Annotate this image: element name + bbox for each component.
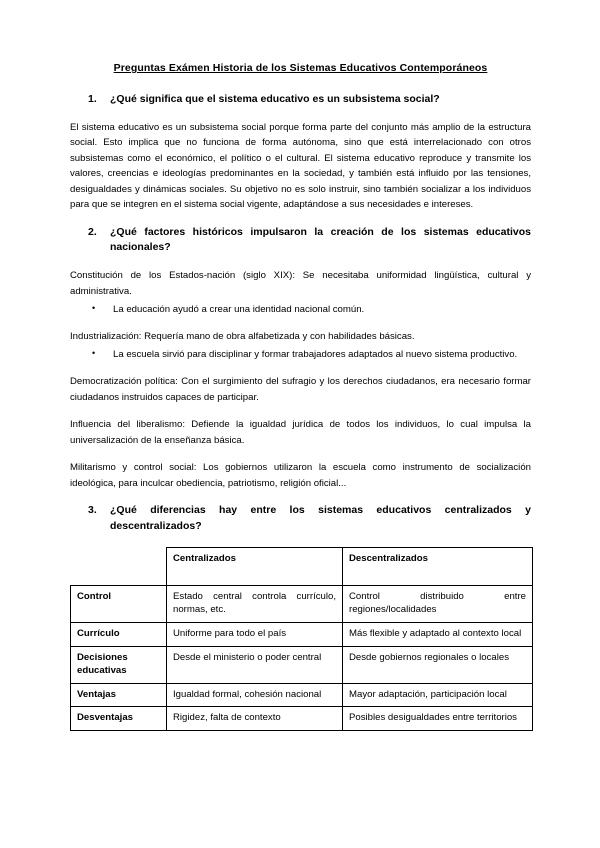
factor-lead-2: Industrialización: Requería mano de obra alfabetizada y con habilidades básicas. bbox=[70, 331, 415, 343]
factor-lead-5: Militarismo y control social: Los gobiernos utilizaron la escuela como instrumento de socialización ideológica, para inculcar obediencia, patriotismo, religión oficial... bbox=[70, 462, 531, 489]
table-row bbox=[71, 707, 533, 731]
cell-curriculo-centralizados: Uniforme para todo el país bbox=[167, 622, 343, 646]
question-heading-3 bbox=[70, 503, 531, 533]
cell-decisiones-descentralizados: Desde gobiernos regionales o locales bbox=[343, 646, 533, 683]
factor-bullets-2 bbox=[70, 347, 531, 363]
question-text-3: ¿Qué diferencias hay entre los sistemas educativos centralizados y descentralizados? bbox=[110, 504, 531, 532]
row-label-curriculo: Currículo bbox=[71, 622, 167, 646]
answer-paragraph-1: El sistema educativo es un subsistema social porque forma parte del conjunto más amplio de la estructura social. Esto implica que no funciona de forma autónoma, sino que está interrelacionado con otros subsistemas como el económico, el político o el cultural. El sistema educativo reproduce y transmite los valores, creencias e ideologías predominantes en la sociedad, y también está influido por las tensiones, desigualdades y dinámicas sociales. Su objetivo no es solo instruir, sino también socializar a los individuos para que se integren en el sistema social vigente, adaptándose a sus necesidades e intereses. bbox=[70, 121, 531, 211]
table-corner-cell bbox=[71, 547, 167, 585]
cell-curriculo-descentralizados: Más flexible y adaptado al contexto local bbox=[343, 622, 533, 646]
question-text-2: ¿Qué factores históricos impulsaron la creación de los sistemas educativos nacionales? bbox=[110, 226, 531, 254]
row-label-control: Control bbox=[71, 585, 167, 622]
table-row bbox=[71, 646, 533, 683]
row-label-desventajas: Desventajas bbox=[71, 707, 167, 731]
cell-decisiones-centralizados: Desde el ministerio o poder central bbox=[167, 646, 343, 683]
factor-bullets-1 bbox=[70, 302, 531, 318]
row-label-ventajas: Ventajas bbox=[71, 683, 167, 707]
row-label-decisiones-educativas: Decisiones educativas bbox=[71, 646, 167, 683]
question-number-1: 1. bbox=[88, 92, 97, 105]
cell-ventajas-centralizados: Igualdad formal, cohesión nacional bbox=[167, 683, 343, 707]
factor-lead-4: Influencia del liberalismo: Defiende la igualdad jurídica de todos los individuos, lo cual impulsa la universalización de la enseñanza básica. bbox=[70, 419, 531, 446]
table-row bbox=[71, 683, 533, 707]
table-header-row bbox=[71, 547, 533, 585]
cell-desventajas-descentralizados: Posibles desigualdades entre territorios bbox=[343, 707, 533, 731]
question-heading-1 bbox=[70, 92, 531, 107]
table-row bbox=[71, 585, 533, 622]
cell-ventajas-descentralizados: Mayor adaptación, participación local bbox=[343, 683, 533, 707]
factor-lead-3: Democratización política: Con el surgimiento del sufragio y los derechos ciudadanos, era necesario formar ciudadanos instruidos capaces de participar. bbox=[70, 376, 531, 403]
cell-control-centralizados: Estado central controla currículo, normas, etc. bbox=[167, 585, 343, 622]
table-header-descentralizados: Descentralizados bbox=[343, 547, 533, 585]
question-text-1: ¿Qué significa que el sistema educativo es un subsistema social? bbox=[110, 92, 440, 105]
question-heading-2 bbox=[70, 225, 531, 255]
list-item: • La escuela sirvió para disciplinar y formar trabajadores adaptados al nuevo sistema productivo. bbox=[70, 347, 531, 363]
list-item: • La educación ayudó a crear una identidad nacional común. bbox=[70, 302, 531, 318]
question-number-3: 3. bbox=[88, 504, 97, 517]
cell-desventajas-centralizados: Rigidez, falta de contexto bbox=[167, 707, 343, 731]
factor-lead-1: Constitución de los Estados-nación (siglo XIX): Se necesitaba uniformidad lingüística, cultural y administrativa. bbox=[70, 270, 531, 297]
table-header-centralizados: Centralizados bbox=[167, 547, 343, 585]
comparison-table bbox=[70, 547, 533, 731]
page-title: Preguntas Exámen Historia de los Sistemas Educativos Contemporáneos bbox=[113, 62, 488, 74]
table-row bbox=[71, 622, 533, 646]
question-number-2: 2. bbox=[88, 226, 97, 238]
cell-control-descentralizados: Control distribuido entre regiones/localidades bbox=[343, 585, 533, 622]
